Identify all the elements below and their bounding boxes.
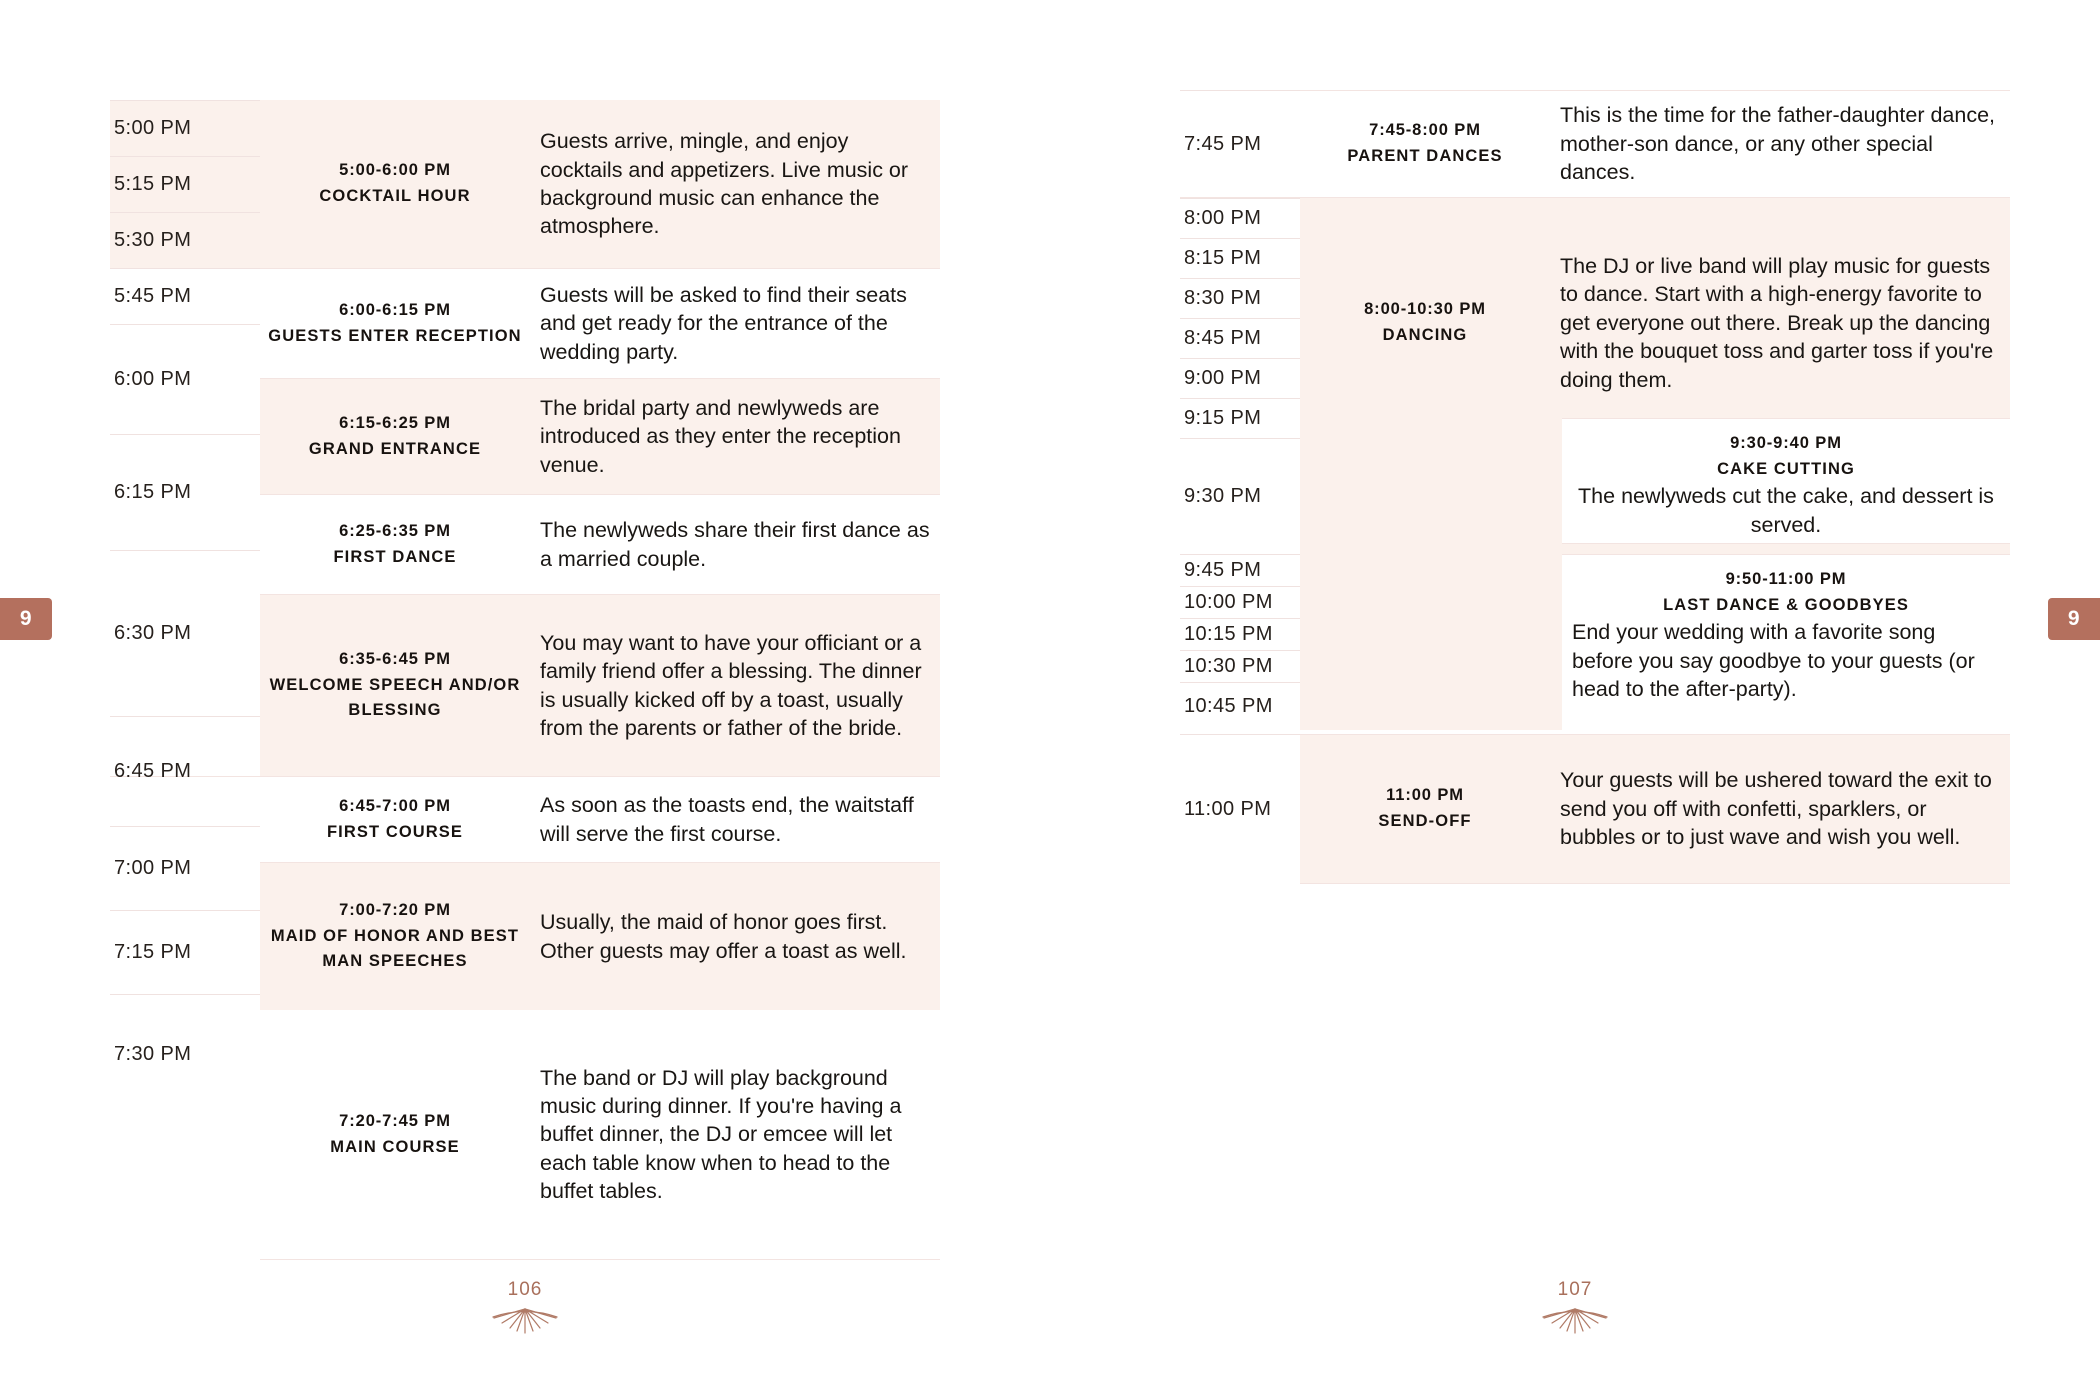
time-tick: 5:00 PM [110,100,260,156]
event-label: 7:45-8:00 PM PARENT DANCES [1347,121,1503,165]
time-tick: 10:15 PM [1180,618,1300,650]
event-label: 5:00-6:00 PM COCKTAIL HOUR [319,161,471,205]
fan-ornament-icon [489,1306,561,1336]
event-label: 9:30-9:40 PM CAKE CUTTING [1717,434,1855,478]
page-footer-right [1050,1279,2100,1336]
time-tick: 6:00 PM [110,324,260,434]
time-tick: 10:30 PM [1180,650,1300,682]
time-tick: 9:00 PM [1180,358,1300,398]
time-tick: 10:00 PM [1180,586,1300,618]
chapter-tab-right: 9 [2048,598,2100,640]
time-tick: 10:45 PM [1180,682,1300,730]
event-description: The newlyweds cut the cake, and dessert is served. [1578,484,1994,537]
folio-number: 106 [507,1279,543,1300]
time-tick: 9:15 PM [1180,398,1300,438]
reception-timeline-left [110,100,940,1260]
event-label: 6:25-6:35 PM FIRST DANCE [333,521,457,566]
time-tick: 11:00 PM [1180,734,1300,884]
timeline-event-welcome-speech [260,594,940,776]
event-label: 7:00-7:20 PM MAID OF HONOR AND BEST MAN SPEECHES [270,901,520,971]
time-tick: 6:30 PM [110,550,260,716]
time-tick: 5:45 PM [110,268,260,324]
time-tick: 7:00 PM [110,826,260,910]
time-tick: 8:15 PM [1180,238,1300,278]
page-footer-left [0,1279,1050,1336]
event-description: This is the time for the father-daughter dance, mother-son dance, or any other special dances. [1560,103,1996,185]
event-description: Guests will be asked to find their seats and get ready for the entrance of the wedding party. [540,282,907,364]
time-tick: 5:30 PM [110,212,260,268]
event-description: Guests arrive, mingle, and enjoy cocktails and appetizers. Live music or background music can enhance the atmosphere. [540,129,909,239]
right-page [1050,0,2100,1400]
time-tick: 7:30 PM [110,994,260,1114]
event-label: 8:00-10:30 PM DANCING [1364,300,1486,344]
time-tick: 8:00 PM [1180,198,1300,238]
event-description: Your guests will be ushered toward the exit to send you off with confetti, sparklers, or bubbles or to just wave and wish you well. [1560,768,1992,850]
timeline-event-first-dance [260,494,940,594]
event-label: 6:00-6:15 PM GUESTS ENTER RECEPTION [268,300,522,345]
time-tick: 5:15 PM [110,156,260,212]
timeline-event-cake-cutting [1562,418,2010,544]
event-description: End your wedding with a favorite song before you say goodbye to your guests (or head to the after-party). [1572,620,1975,701]
timeline-event-dancing [1300,198,2010,448]
time-tick: 6:45 PM [110,716,260,826]
event-description: Usually, the maid of honor goes first. Other guests may offer a toast as well. [540,910,907,963]
event-description: As soon as the toasts end, the waitstaff will serve the first course. [540,793,914,846]
event-label: 6:45-7:00 PM FIRST COURSE [326,796,464,841]
timeline-event-send-off [1300,734,2010,884]
event-label: 7:20-7:45 PM MAIN COURSE [330,1111,460,1156]
event-description: The band or DJ will play background music during dinner. If you're having a buffet dinner, the DJ or emcee will let each table know when to head to the buffet tables. [540,1065,902,1204]
timeline-event-main-course [260,1010,940,1260]
time-tick: 6:15 PM [110,434,260,550]
event-label: 9:50-11:00 PM LAST DANCE & GOODBYES [1663,570,1909,614]
timeline-event-grand-entrance [260,378,940,494]
timeline-event-last-dance-goodbyes [1562,554,2010,730]
event-description: You may want to have your officiant or a family friend offer a blessing. The dinner is usually kicked off by a toast, usually from the parents or father of the bride. [540,630,922,740]
event-label: 6:15-6:25 PM GRAND ENTRANCE [308,413,482,458]
time-tick: 8:30 PM [1180,278,1300,318]
timeline-event-moh-bestman-speeches [260,862,940,1010]
chapter-tab-left: 9 [0,598,52,640]
reception-timeline-right [1180,100,2010,1130]
event-label: 6:35-6:45 PM WELCOME SPEECH AND/OR BLESSING [269,650,521,720]
time-tick: 9:30 PM [1180,438,1300,554]
event-description: The DJ or live band will play music for guests to dance. Start with a high-energy favorite to get everyone out there. Break up the dancing with the bouquet toss and garter toss if you're doing them. [1560,254,1994,392]
time-tick: 8:45 PM [1180,318,1300,358]
time-tick: 9:45 PM [1180,554,1300,586]
event-description: The newlyweds share their first dance as a married couple. [540,518,930,571]
folio-number: 107 [1557,1279,1593,1300]
event-description: The bridal party and newlyweds are introduced as they enter the reception venue. [540,395,901,477]
time-tick: 7:45 PM [1180,90,1300,198]
timeline-event-parent-dances [1180,90,2010,198]
event-label: 11:00 PM SEND-OFF [1378,786,1472,830]
fan-ornament-icon [1539,1306,1611,1336]
time-tick: 7:15 PM [110,910,260,994]
